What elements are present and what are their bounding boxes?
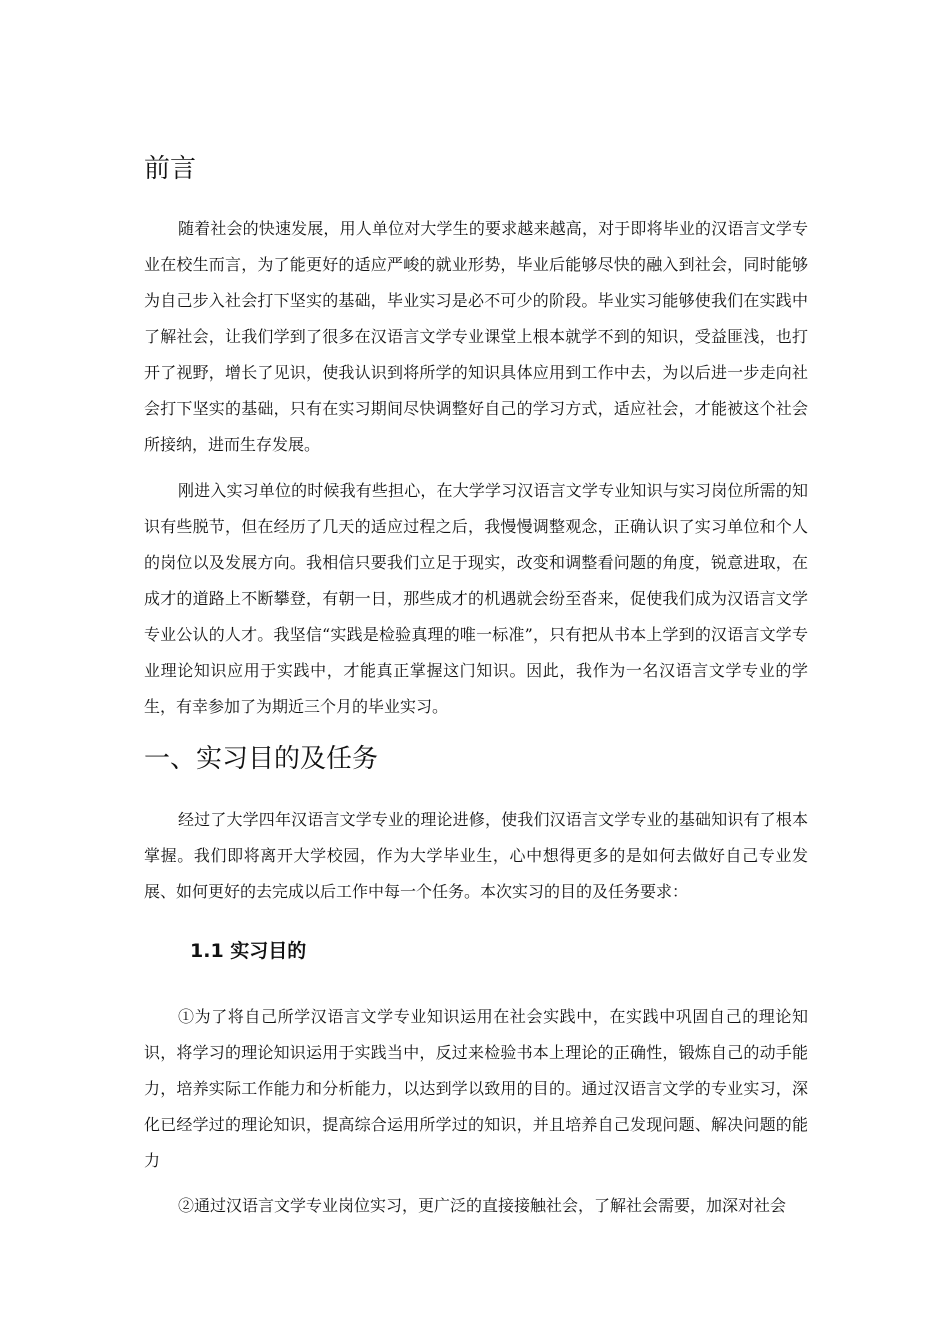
preface-paragraph-2: 刚进入实习单位的时候我有些担心，在大学学习汉语言文学专业知识与实习岗位所需的知识有些脱节，但在经历了几天的适应过程之后，我慢慢调整观念，正确认识了实习单位和个人的岗位以及发展方向。我相信只要我们立足于现实，改变和调整看问题的角度，锐意进取，在成才的道路上不断攀登，有朝一日，那些成才的机遇就会纷至沓来，促使我们成为汉语言文学专业公认的人才。我坚信“实践是检验真理的唯一标准”，只有把从书本上学到的汉语言文学专业理论知识应用于实践中，才能真正掌握这门知识。因此，我作为一名汉语言文学专业的学生，有幸参加了为期近三个月的毕业实习。 bbox=[144, 481, 808, 716]
preface-paragraph-1: 随着社会的快速发展，用人单位对大学生的要求越来越高，对于即将毕业的汉语言文学专业在校生而言，为了能更好的适应严峻的就业形势，毕业后能够尽快的融入到社会，同时能够为自己步入社会打下坚实的基础，毕业实习是必不可少的阶段。毕业实习能够使我们在实践中了解社会，让我们学到了很多在汉语言文学专业课堂上根本就学不到的知识，受益匪浅，也打开了视野，增长了见识，使我认识到将所学的知识具体应用到工作中去，为以后进一步走向社会打下坚实的基础，只有在实习期间尽快调整好自己的学习方式，适应社会，才能被这个社会所接纳，进而生存发展。 bbox=[144, 219, 808, 454]
heading-1-1: 1.1 实习目的 bbox=[190, 940, 307, 962]
purpose-item-1: ①为了将自己所学汉语言文学专业知识运用在社会实践中，在实践中巩固自己的理论知识，将学习的理论知识运用于实践当中，反过来检验书本上理论的正确性，锻炼自己的动手能力，培养实际工作能力和分析能力，以达到学以致用的目的。通过汉语言文学的专业实习，深化已经学过的理论知识，提高综合运用所学过的知识，并且培养自己发现问题、解决问题的能力 bbox=[144, 1007, 808, 1170]
purpose-item-2: ②通过汉语言文学专业岗位实习，更广泛的直接接触社会，了解社会需要，加深对社会 bbox=[178, 1196, 787, 1215]
heading-section-1: 一、实习目的及任务 bbox=[144, 744, 379, 774]
heading-preface: 前言 bbox=[144, 154, 197, 184]
section-1-paragraph: 经过了大学四年汉语言文学专业的理论进修，使我们汉语言文学专业的基础知识有了根本掌握。我们即将离开大学校园，作为大学毕业生，心中想得更多的是如何去做好自己专业发展、如何更好的去完成以后工作中每一个任务。本次实习的目的及任务要求： bbox=[144, 810, 808, 901]
